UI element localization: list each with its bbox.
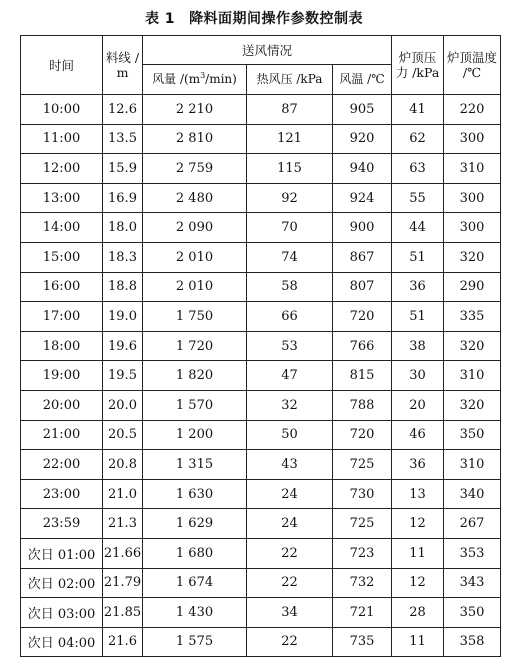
- top-pressure-cell: 28: [392, 598, 444, 628]
- blast-volume-cell: 2 810: [143, 124, 247, 154]
- top-temperature-cell: 320: [444, 390, 501, 420]
- blast-temperature-cell: 920: [333, 124, 392, 154]
- table-row: [21, 183, 501, 213]
- blast-temperature-cell: 788: [333, 390, 392, 420]
- hot-blast-pressure-cell: 58: [247, 272, 333, 302]
- blast-volume-cell: 1 570: [143, 390, 247, 420]
- table-body: [21, 95, 501, 657]
- top-pressure-cell: 55: [392, 183, 444, 213]
- top-temperature-cell: 350: [444, 598, 501, 628]
- hot-blast-pressure-cell: 74: [247, 242, 333, 272]
- stock-level-cell: 21.85: [103, 598, 143, 628]
- time-cell: 13:00: [21, 183, 103, 213]
- table-row: [21, 95, 501, 125]
- time-cell: 次日 03:00: [21, 598, 103, 628]
- hot-blast-pressure-cell: 87: [247, 95, 333, 125]
- blast-temperature-cell: 725: [333, 509, 392, 539]
- blast-volume-cell: 2 010: [143, 272, 247, 302]
- table-row: [21, 242, 501, 272]
- top-pressure-cell: 38: [392, 331, 444, 361]
- hot-blast-pressure-cell: 43: [247, 450, 333, 480]
- time-cell: 12:00: [21, 154, 103, 184]
- stock-level-cell: 21.6: [103, 627, 143, 657]
- hot-blast-pressure-cell: 50: [247, 420, 333, 450]
- blast-volume-cell: 2 480: [143, 183, 247, 213]
- hot-blast-pressure-cell: 22: [247, 538, 333, 568]
- table-row: [21, 450, 501, 480]
- stock-level-cell: 21.66: [103, 538, 143, 568]
- hot-blast-pressure-cell: 66: [247, 302, 333, 332]
- time-cell: 19:00: [21, 361, 103, 391]
- stock-level-cell: 20.8: [103, 450, 143, 480]
- stock-level-cell: 18.8: [103, 272, 143, 302]
- hot-blast-pressure-cell: 22: [247, 627, 333, 657]
- blast-temperature-cell: 720: [333, 302, 392, 332]
- stock-level-cell: 12.6: [103, 95, 143, 125]
- top-pressure-cell: 63: [392, 154, 444, 184]
- top-pressure-cell: 51: [392, 242, 444, 272]
- stock-level-cell: 19.6: [103, 331, 143, 361]
- header-time: 时间: [21, 36, 103, 95]
- top-pressure-cell: 11: [392, 627, 444, 657]
- time-cell: 16:00: [21, 272, 103, 302]
- blast-volume-cell: 1 820: [143, 361, 247, 391]
- stock-level-cell: 20.0: [103, 390, 143, 420]
- time-cell: 17:00: [21, 302, 103, 332]
- time-cell: 22:00: [21, 450, 103, 480]
- top-pressure-cell: 62: [392, 124, 444, 154]
- top-temperature-cell: 358: [444, 627, 501, 657]
- hot-blast-pressure-cell: 24: [247, 479, 333, 509]
- top-temperature-cell: 310: [444, 154, 501, 184]
- hot-blast-pressure-cell: 92: [247, 183, 333, 213]
- blast-temperature-cell: 730: [333, 479, 392, 509]
- stock-level-cell: 18.3: [103, 242, 143, 272]
- blast-volume-cell: 2 210: [143, 95, 247, 125]
- blast-volume-cell: 1 680: [143, 538, 247, 568]
- time-cell: 次日 01:00: [21, 538, 103, 568]
- top-pressure-cell: 41: [392, 95, 444, 125]
- header-blast-conditions: 送风情况: [143, 36, 392, 65]
- blast-volume-cell: 1 315: [143, 450, 247, 480]
- blast-volume-cell: 1 630: [143, 479, 247, 509]
- table-row: [21, 568, 501, 598]
- blast-temperature-cell: 766: [333, 331, 392, 361]
- table-title: 降料面期间操作参数控制表: [189, 11, 364, 27]
- blast-volume-cell: 2 090: [143, 213, 247, 243]
- operation-parameter-table: [20, 35, 501, 657]
- table-caption: [0, 8, 508, 28]
- table-row: [21, 598, 501, 628]
- top-pressure-cell: 20: [392, 390, 444, 420]
- header-blast-volume: 风量 $/(m^3/\min)$: [143, 65, 247, 95]
- time-cell: 20:00: [21, 390, 103, 420]
- time-cell: 21:00: [21, 420, 103, 450]
- header-top-temperature: 炉顶温度 /℃: [444, 36, 501, 95]
- blast-temperature-cell: 723: [333, 538, 392, 568]
- top-temperature-cell: 350: [444, 420, 501, 450]
- stock-level-cell: 21.3: [103, 509, 143, 539]
- blast-temperature-cell: 924: [333, 183, 392, 213]
- header-stock-level: 料线 /m: [103, 36, 143, 95]
- top-temperature-cell: 343: [444, 568, 501, 598]
- blast-temperature-cell: 720: [333, 420, 392, 450]
- top-pressure-cell: 12: [392, 509, 444, 539]
- stock-level-cell: 19.5: [103, 361, 143, 391]
- top-temperature-cell: 310: [444, 450, 501, 480]
- time-cell: 次日 04:00: [21, 627, 103, 657]
- blast-temperature-cell: 867: [333, 242, 392, 272]
- hot-blast-pressure-cell: 53: [247, 331, 333, 361]
- blast-temperature-cell: 735: [333, 627, 392, 657]
- time-cell: 14:00: [21, 213, 103, 243]
- table-row: [21, 302, 501, 332]
- table-row: [21, 331, 501, 361]
- table-row: [21, 390, 501, 420]
- top-pressure-cell: 36: [392, 450, 444, 480]
- stock-level-cell: 20.5: [103, 420, 143, 450]
- top-pressure-cell: 30: [392, 361, 444, 391]
- header-blast-temperature: 风温 /℃: [333, 65, 392, 95]
- table-row: [21, 361, 501, 391]
- table-row: [21, 124, 501, 154]
- top-pressure-cell: 36: [392, 272, 444, 302]
- blast-volume-cell: 1 674: [143, 568, 247, 598]
- blast-volume-cell: 2 010: [143, 242, 247, 272]
- blast-volume-cell: 1 629: [143, 509, 247, 539]
- blast-temperature-cell: 905: [333, 95, 392, 125]
- time-cell: 23:59: [21, 509, 103, 539]
- top-temperature-cell: 320: [444, 242, 501, 272]
- top-temperature-cell: 300: [444, 124, 501, 154]
- table-row: [21, 479, 501, 509]
- time-cell: 11:00: [21, 124, 103, 154]
- blast-volume-cell: 1 430: [143, 598, 247, 628]
- time-cell: 18:00: [21, 331, 103, 361]
- top-temperature-cell: 353: [444, 538, 501, 568]
- top-temperature-cell: 267: [444, 509, 501, 539]
- stock-level-cell: 18.0: [103, 213, 143, 243]
- blast-temperature-cell: 940: [333, 154, 392, 184]
- table-row: [21, 538, 501, 568]
- top-temperature-cell: 340: [444, 479, 501, 509]
- hot-blast-pressure-cell: 47: [247, 361, 333, 391]
- blast-temperature-cell: 721: [333, 598, 392, 628]
- time-cell: 次日 02:00: [21, 568, 103, 598]
- hot-blast-pressure-cell: 34: [247, 598, 333, 628]
- top-pressure-cell: 51: [392, 302, 444, 332]
- stock-level-cell: 16.9: [103, 183, 143, 213]
- time-cell: 10:00: [21, 95, 103, 125]
- blast-volume-cell: 2 759: [143, 154, 247, 184]
- top-temperature-cell: 335: [444, 302, 501, 332]
- top-temperature-cell: 300: [444, 213, 501, 243]
- table-row: [21, 154, 501, 184]
- stock-level-cell: 21.0: [103, 479, 143, 509]
- stock-level-cell: 13.5: [103, 124, 143, 154]
- blast-temperature-cell: 732: [333, 568, 392, 598]
- table-row: [21, 272, 501, 302]
- hot-blast-pressure-cell: 121: [247, 124, 333, 154]
- top-pressure-cell: 11: [392, 538, 444, 568]
- top-temperature-cell: 300: [444, 183, 501, 213]
- table-number: 表 1: [144, 11, 176, 27]
- top-temperature-cell: 310: [444, 361, 501, 391]
- blast-temperature-cell: 815: [333, 361, 392, 391]
- hot-blast-pressure-cell: 32: [247, 390, 333, 420]
- top-pressure-cell: 13: [392, 479, 444, 509]
- time-cell: 23:00: [21, 479, 103, 509]
- top-pressure-cell: 12: [392, 568, 444, 598]
- top-temperature-cell: 290: [444, 272, 501, 302]
- blast-volume-cell: 1 720: [143, 331, 247, 361]
- table-row: [21, 509, 501, 539]
- top-pressure-cell: 44: [392, 213, 444, 243]
- header-top-pressure: 炉顶压力 /kPa: [392, 36, 444, 95]
- time-cell: 15:00: [21, 242, 103, 272]
- blast-volume-cell: 1 575: [143, 627, 247, 657]
- hot-blast-pressure-cell: 24: [247, 509, 333, 539]
- blast-temperature-cell: 725: [333, 450, 392, 480]
- stock-level-cell: 19.0: [103, 302, 143, 332]
- hot-blast-pressure-cell: 115: [247, 154, 333, 184]
- header-hot-blast-pressure: 热风压 /kPa: [247, 65, 333, 95]
- top-pressure-cell: 46: [392, 420, 444, 450]
- header-row-top: [21, 36, 501, 65]
- table-row: [21, 213, 501, 243]
- blast-volume-cell: 1 200: [143, 420, 247, 450]
- table-row: [21, 420, 501, 450]
- top-temperature-cell: 220: [444, 95, 501, 125]
- stock-level-cell: 21.79: [103, 568, 143, 598]
- blast-volume-cell: 1 750: [143, 302, 247, 332]
- stock-level-cell: 15.9: [103, 154, 143, 184]
- blast-temperature-cell: 807: [333, 272, 392, 302]
- blast-temperature-cell: 900: [333, 213, 392, 243]
- hot-blast-pressure-cell: 22: [247, 568, 333, 598]
- hot-blast-pressure-cell: 70: [247, 213, 333, 243]
- top-temperature-cell: 320: [444, 331, 501, 361]
